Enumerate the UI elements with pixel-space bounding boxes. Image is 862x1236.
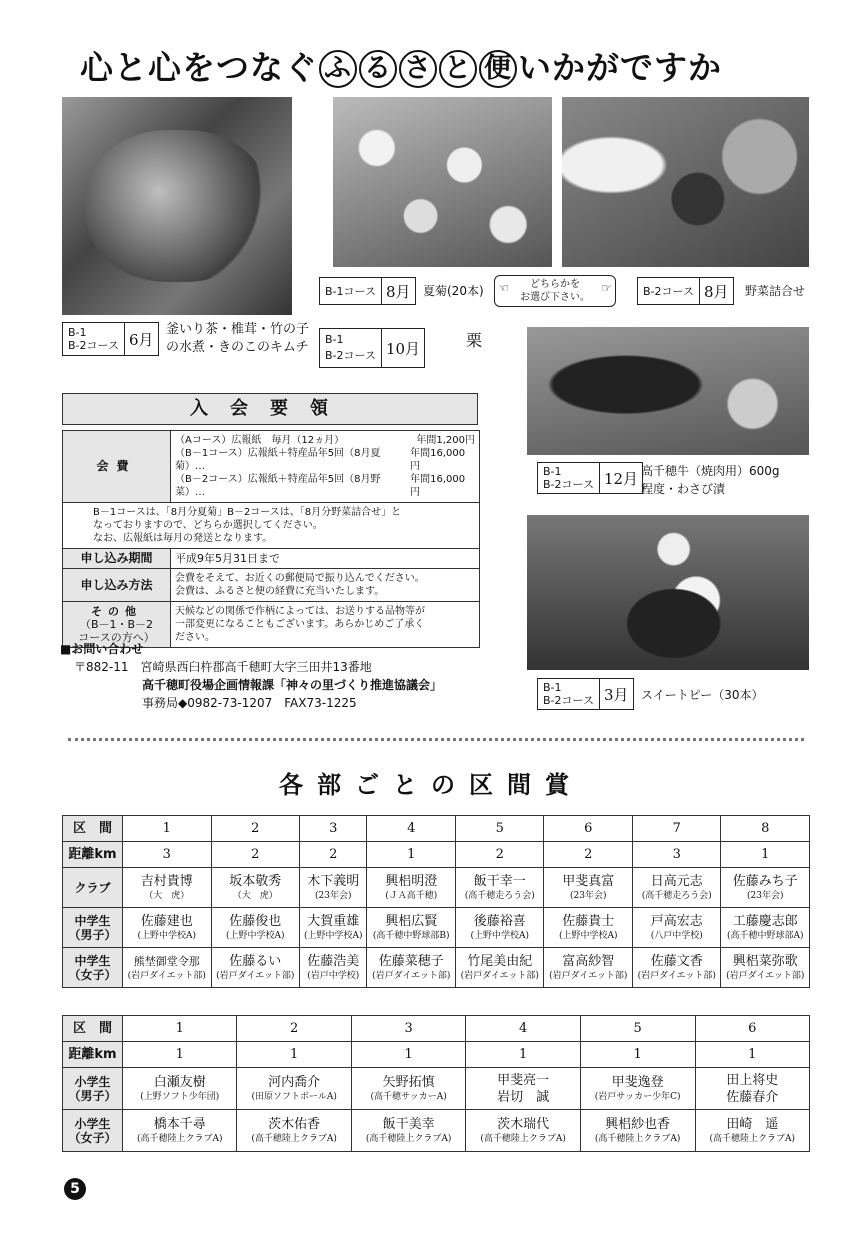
headline-circled-char: 便: [479, 50, 517, 88]
fee-list: （Aコース）広報紙 毎月（12ヵ月） 年間1,200円 （B－1コース）広報紙＋特産品年5回（8月夏菊）… 年間16,000円 （B－2コース）広報紙＋特産品年5回（8月野菜）… 年間16,000円: [171, 431, 480, 503]
other-value: 天候などの関係で作柄によっては、お送りする品物等が 一部変更になることもございます。あらかじめご了承く ださい。: [171, 602, 480, 648]
winner-cell: 佐藤俊也 (上野中学校A): [211, 908, 300, 948]
row-label-jh-boys: 中学生 （男子）: [63, 908, 123, 948]
december-caption: 高千穂牛（焼肉用）600g 程度・わさび漬: [641, 464, 780, 496]
contact-org: 高千穂町役場企画情報課「神々の里づくり推進協議会」: [142, 678, 443, 692]
distance: 1: [695, 1042, 809, 1068]
winner-cell: 田上将史 佐藤春介: [695, 1068, 809, 1110]
winner-cell: 日高元志 (高千穂走ろう会): [632, 868, 721, 908]
course-label: B-1: [68, 326, 87, 339]
distance: 3: [123, 842, 212, 868]
august-flowers-caption: 夏菊(20本): [423, 284, 484, 298]
winner-cell: 佐藤菜穂子 (岩戸ダイエット部): [367, 948, 456, 988]
distance: 2: [300, 842, 367, 868]
winner-cell: 矢野拓慎 (高千穂サッカーA): [351, 1068, 465, 1110]
period-value: 平成9年5月31日まで: [171, 549, 480, 569]
month-label: 10月: [381, 329, 424, 367]
distance: 1: [351, 1042, 465, 1068]
winner-cell: 佐藤貴士 (上野中学校A): [544, 908, 633, 948]
course-tag-august-veg: [637, 277, 734, 305]
headline-part1: 心と心をつなぐ: [80, 48, 318, 87]
winner-cell: 興梠広賢 (高千穂中野球部B): [367, 908, 456, 948]
winner-cell: 工藤慶志郎 (高千穂中野球部A): [721, 908, 810, 948]
distance: 1: [123, 1042, 237, 1068]
winner-cell: 佐藤浩美 (岩戸中学校): [300, 948, 367, 988]
row-label-jh-girls: 中学生 （女子）: [63, 948, 123, 988]
course-tag-october: B-1 B-2コース 10月: [319, 328, 425, 368]
winner-cell: 佐藤みち子 (23年会): [721, 868, 810, 908]
results-table-1: 区 間 1 2 3 4 5 6 7 8 距離km 3 2 2 1 2 2 3 1 クラブ 吉村貴博 （大 虎） 坂本敬秀 （大 虎） 木下義明 (23年会) 興梠明澄 (ＪＡ高千穂) 飯干幸一 (高千穂走ろう会) 甲斐真富 (23年会) 日高元志 (高千穂走ろう会) 佐藤みち子 (23年会) 中学生 （男子） 佐藤建也 (上野中学校A) 佐藤俊也 (上野中学校A) 大賀重雄 (上野中学校A) 興梠広賢 (高千穂中野球部B) 後藤裕喜 (上野中学校A) 佐藤貴士 (上野中学校A) 戸高宏志 (八戸中学校) 工藤慶志郎 (高千穂中野球部A) 中学生 （女子） 熊埜御堂令那 (岩戸ダイエット部) 佐藤るい (岩戸ダイエット部) 佐藤浩美 (岩戸中学校) 佐藤菜穂子 (岩戸ダイエット部) 竹尾美由紀 (岩戸ダイエット部) 富高紗智 (岩戸ダイエット部) 佐藤文香 (岩戸ダイエット部) 興梠菜弥歌 (岩戸ダイエット部): [62, 815, 810, 988]
section-number: 6: [695, 1016, 809, 1042]
distance: 2: [544, 842, 633, 868]
course-tag-august-flowers: [319, 277, 416, 305]
headline-circled-char: ふ: [319, 50, 357, 88]
period-label: 申し込み期間: [63, 549, 171, 569]
section-divider: [68, 738, 804, 741]
contact-heading: ■お問い合わせ: [60, 642, 144, 656]
join-title: 入会要領: [62, 393, 478, 425]
other-label: その他 （B－1・B－2 コースの方へ）: [63, 602, 171, 648]
page-headline: [80, 42, 800, 92]
winner-cell: 飯干美幸 (高千穂陸上クラブA): [351, 1110, 465, 1152]
winner-cell: 吉村貴博 （大 虎）: [123, 868, 212, 908]
row-label-es-boys: 小学生 （男子）: [63, 1068, 123, 1110]
distance: 1: [580, 1042, 695, 1068]
headline-circled-char: さ: [399, 50, 437, 88]
winner-cell: 興梠紗也香 (高千穂陸上クラブA): [580, 1110, 695, 1152]
contact-info: [60, 640, 442, 712]
winner-cell: 河内喬介 (田原ソフトボールA): [237, 1068, 351, 1110]
winner-cell: 甲斐真富 (23年会): [544, 868, 633, 908]
winner-cell: 後藤裕喜 (上野中学校A): [455, 908, 544, 948]
left-hand-icon: ☜: [498, 281, 509, 295]
winner-cell: 興梠明澄 (ＪＡ高千穂): [367, 868, 456, 908]
winner-cell: 竹尾美由紀 (岩戸ダイエット部): [455, 948, 544, 988]
course-tag-december: B-1 B-2コース 12月: [537, 462, 643, 494]
winner-cell: 甲斐逸登 (岩戸サッカー少年C): [580, 1068, 695, 1110]
section-number: 8: [721, 816, 810, 842]
course-tag-march: B-1 B-2コース 3月: [537, 678, 634, 710]
right-hand-icon: ☞: [601, 281, 612, 295]
course-label: B-2コース: [643, 284, 694, 298]
month-label: 12月: [599, 463, 642, 493]
results-title: 各部ごとの区間賞: [279, 771, 583, 799]
row-label-club: クラブ: [63, 868, 123, 908]
march-caption: スイートピー（30本）: [641, 688, 764, 702]
winner-cell: 田崎 遥 (高千穂陸上クラブA): [695, 1110, 809, 1152]
june-caption: 釜いり茶・椎茸・竹の子 の水煮・きのこのキムチ: [166, 322, 310, 355]
headline-circled-char: る: [359, 50, 397, 88]
photo-summer-chrysanthemum: [333, 97, 552, 267]
month-label: 8月: [381, 278, 415, 304]
row-label-es-girls: 小学生 （女子）: [63, 1110, 123, 1152]
section-number: 1: [123, 1016, 237, 1042]
page-number: 5: [64, 1178, 86, 1200]
winner-cell: 佐藤文香 (岩戸ダイエット部): [632, 948, 721, 988]
section-number: 6: [544, 816, 633, 842]
method-value: 会費をそえて、お近くの郵便局で振り込んでください。 会費は、ふるさと便の経費に充当いたします。: [171, 569, 480, 602]
section-number: 2: [237, 1016, 351, 1042]
join-table: [62, 430, 480, 648]
section-number: 4: [466, 1016, 580, 1042]
select-note: ☜ どちらかを お選び下さい。 ☞: [494, 275, 616, 307]
month-label: 3月: [599, 679, 633, 709]
course-note: B－1コースは、「8月分夏菊」B－2コースは、「8月分野菜詰合せ」と なっておりますので、どちらか選択してください。 なお、広報紙は毎月の発送となります。: [63, 503, 480, 549]
month-label: 8月: [699, 278, 733, 304]
section-number: 7: [632, 816, 721, 842]
results-table-2: 区 間 1 2 3 4 5 6 距離km 1 1 1 1 1 1 小学生 （男子） 白瀬友樹 (上野ソフト少年団) 河内喬介 (田原ソフトボールA) 矢野拓慎 (高千穂サッカーA) 甲斐亮一 岩切 誠 甲斐逸登 (岩戸サッカー少年C) 田上将史 佐藤春介 小学生 （女子） 橋本千尋 (高千穂陸上クラブA) 茨木佑香 (高千穂陸上クラブA) 飯干美幸 (高千穂陸上クラブA) 茨木瑞代 (高千穂陸上クラブA) 興梠紗也香 (高千穂陸上クラブA) 田崎 遥 (高千穂陸上クラブA): [62, 1015, 810, 1152]
contact-phone: 事務局◆0982-73-1207 FAX73-1225: [142, 696, 357, 710]
photo-sweet-pea-woman: [527, 515, 809, 670]
distance: 1: [466, 1042, 580, 1068]
section-number: 2: [211, 816, 300, 842]
section-number: 5: [455, 816, 544, 842]
winner-cell: 甲斐亮一 岩切 誠: [466, 1068, 580, 1110]
distance: 2: [455, 842, 544, 868]
winner-cell: 興梠菜弥歌 (岩戸ダイエット部): [721, 948, 810, 988]
headline-part2: いかがですか: [518, 48, 722, 87]
distance: 2: [211, 842, 300, 868]
month-label: 6月: [124, 323, 158, 355]
section-number: 3: [351, 1016, 465, 1042]
winner-cell: 佐藤るい (岩戸ダイエット部): [211, 948, 300, 988]
winner-cell: 白瀬友樹 (上野ソフト少年団): [123, 1068, 237, 1110]
distance: 1: [367, 842, 456, 868]
distance: 1: [721, 842, 810, 868]
distance: 1: [237, 1042, 351, 1068]
winner-cell: 茨木瑞代 (高千穂陸上クラブA): [466, 1110, 580, 1152]
winner-cell: 飯干幸一 (高千穂走ろう会): [455, 868, 544, 908]
course-label: B-2コース: [68, 339, 119, 352]
photo-tea-basket: [62, 97, 292, 315]
winner-cell: 熊埜御堂令那 (岩戸ダイエット部): [123, 948, 212, 988]
photo-vegetable-box: [562, 97, 809, 267]
winner-cell: 佐藤建也 (上野中学校A): [123, 908, 212, 948]
august-veg-caption: 野菜詰合せ: [745, 284, 806, 298]
winner-cell: 富高紗智 (岩戸ダイエット部): [544, 948, 633, 988]
course-tag-june: [62, 322, 159, 356]
fee-label: 会費: [63, 431, 171, 503]
section-number: 5: [580, 1016, 695, 1042]
winner-cell: 坂本敬秀 （大 虎）: [211, 868, 300, 908]
section-number: 1: [123, 816, 212, 842]
winner-cell: 戸高宏志 (八戸中学校): [632, 908, 721, 948]
winner-cell: 橋本千尋 (高千穂陸上クラブA): [123, 1110, 237, 1152]
course-label: B-1コース: [325, 284, 376, 298]
winner-cell: 大賀重雄 (上野中学校A): [300, 908, 367, 948]
headline-circled-char: と: [439, 50, 477, 88]
section-number: 3: [300, 816, 367, 842]
method-label: 申し込み方法: [63, 569, 171, 602]
winner-cell: 木下義明 (23年会): [300, 868, 367, 908]
section-number: 4: [367, 816, 456, 842]
photo-beef: [527, 327, 809, 455]
distance: 3: [632, 842, 721, 868]
contact-address: 〒882-11 宮崎県西臼杵郡高千穂町大字三田井13番地: [74, 660, 372, 674]
winner-cell: 茨木佑香 (高千穂陸上クラブA): [237, 1110, 351, 1152]
october-caption: 栗: [466, 331, 483, 350]
